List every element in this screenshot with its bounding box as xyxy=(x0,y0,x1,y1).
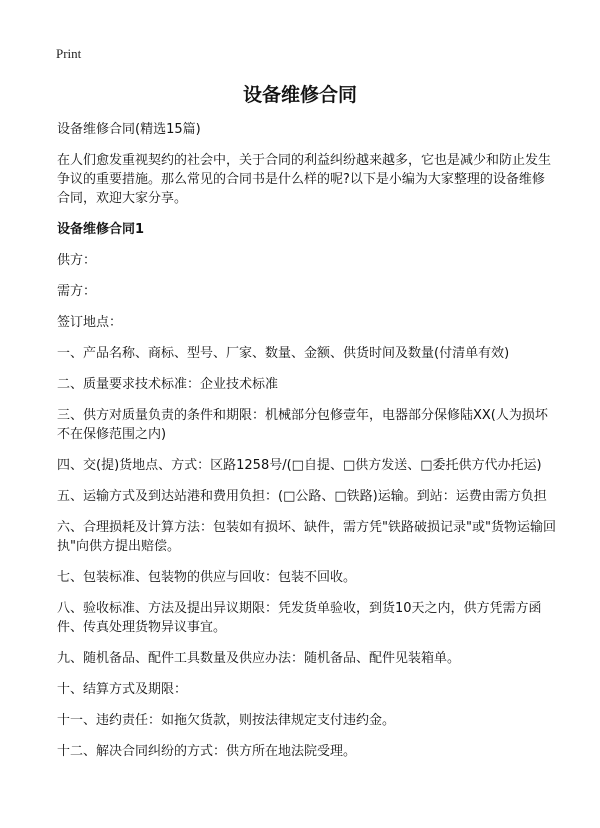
intro-paragraph: 在人们愈发重视契约的社会中，关于合同的利益纠纷越来越多，它也是减少和防止发生争议的重要措施。那么常见的合同书是什么样的呢?以下是小编为大家整理的设备维修合同，欢迎大家分享。 xyxy=(57,153,552,206)
contract-clause-5: 五、运输方式及到达站港和费用负担：(□公路、□铁路)运输。到站：运费由需方负担 xyxy=(57,489,547,504)
document-body xyxy=(57,120,557,773)
contract-clause-9: 九、随机备品、配件工具数量及供应办法：随机备品、配件见装箱单。 xyxy=(57,651,461,666)
contract-clause-12: 十二、解决合同纠纷的方式：供方所在地法院受理。 xyxy=(57,744,357,759)
contract-clause-2: 二、质量要求技术标准：企业技术标准 xyxy=(57,377,279,392)
contract-line-signing-place: 签订地点： xyxy=(57,315,123,330)
contract-clause-6: 六、合理损耗及计算方法：包装如有损坏、缺件，需方凭"铁路破损记录"或"货物运输回执"向供方提出赔偿。 xyxy=(57,520,556,554)
contract-clause-8: 八、验收标准、方法及提出异议期限：凭发货单验收，到货10天之内，供方凭需方函件、传真处理货物异议事宜。 xyxy=(57,601,542,635)
contract-clause-1: 一、产品名称、商标、型号、厂家、数量、金额、供货时间及数量(付清单有效) xyxy=(57,346,510,361)
contract-clause-7: 七、包装标准、包装物的供应与回收：包装不回收。 xyxy=(57,570,357,585)
contract-clause-10: 十、结算方式及期限： xyxy=(57,682,188,697)
contract-line-supplier: 供方： xyxy=(57,253,97,268)
contract-clause-3: 三、供方对质量负责的条件和期限：机械部分包修壹年，电器部分保修陆XX(人为损坏不在保修范围之内) xyxy=(57,408,548,442)
document-subtitle: 设备维修合同(精选15篇) xyxy=(57,122,201,137)
document-title: 设备维修合同 xyxy=(242,84,357,106)
section-heading: 设备维修合同1 xyxy=(57,222,145,237)
contract-clause-11: 十一、违约责任：如拖欠货款，则按法律规定支付违约金。 xyxy=(57,713,396,728)
contract-line-buyer: 需方： xyxy=(57,284,97,299)
print-link[interactable]: Print xyxy=(56,46,82,61)
contract-clause-4: 四、交(提)货地点、方式：区路1258号/(□自提、□供方发送、□委托供方代办托运) xyxy=(57,458,542,473)
